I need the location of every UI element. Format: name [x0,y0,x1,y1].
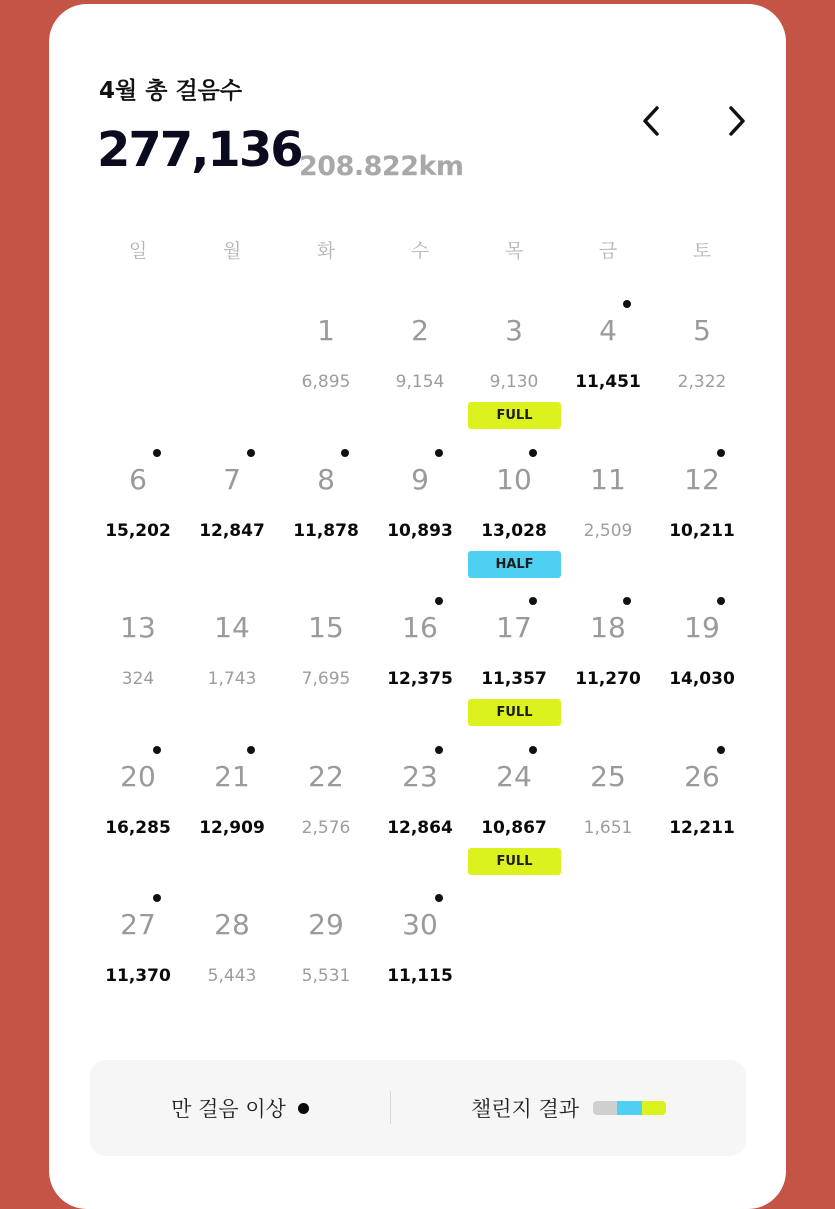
day-number: 15 [308,611,344,644]
day-number: 16 [402,611,438,644]
day-number: 2 [411,314,429,347]
weekday-fri: 금 [598,240,618,262]
over-10k-dot-icon [717,746,725,754]
calendar-day[interactable] [279,746,373,895]
chevron-left-icon [640,104,662,138]
weekday-mon: 월 [222,240,242,262]
day-steps: 7,695 [301,669,351,689]
over-10k-dot-icon [153,746,161,754]
day-steps: 12,909 [199,817,265,838]
day-number: 21 [214,759,250,793]
day-number: 6 [129,462,147,496]
challenge-color-swatch [593,1101,666,1115]
over-10k-dot-icon [153,894,161,902]
day-steps: 10,211 [669,520,735,541]
weekday-thu: 목 [504,240,524,262]
legend [90,1060,746,1156]
day-number: 29 [308,908,344,941]
day-number: 4 [599,314,617,347]
challenge-badge: HALF [468,551,561,578]
weekday-header [91,236,749,266]
day-steps: 11,878 [293,520,359,541]
calendar-empty-cell [91,300,185,449]
day-steps: 16,285 [105,817,171,838]
day-number: 22 [308,759,344,793]
calendar-day[interactable] [467,300,561,449]
day-steps: 5,443 [207,966,257,986]
day-number: 18 [590,611,626,644]
day-number: 20 [120,759,156,793]
challenge-badge: FULL [468,699,561,726]
day-steps: 11,270 [575,669,641,689]
legend-over-10k-label: 만 걸음 이상 [171,1097,286,1121]
total-distance: 208.822km [299,151,464,182]
over-10k-dot-icon [717,449,725,457]
day-steps: 1,743 [207,669,257,689]
day-number: 26 [684,759,720,793]
calendar-day[interactable] [561,746,655,895]
previous-month-button[interactable] [631,101,671,141]
dot-icon [298,1103,309,1114]
chevron-right-icon [726,104,748,138]
over-10k-dot-icon [153,449,161,457]
day-number: 10 [496,462,532,496]
day-number: 25 [590,759,626,793]
over-10k-dot-icon [435,449,443,457]
day-steps: 11,115 [387,966,453,986]
day-number: 12 [684,462,720,496]
day-number: 5 [693,314,711,347]
over-10k-dot-icon [341,449,349,457]
weekday-sun: 일 [128,240,148,262]
day-steps: 11,357 [481,669,547,689]
calendar-day[interactable] [185,597,279,746]
day-number: 24 [496,759,532,793]
over-10k-dot-icon [247,449,255,457]
day-steps: 12,847 [199,520,265,541]
challenge-badge: FULL [468,848,561,875]
day-steps: 6,895 [301,372,351,392]
calendar-day[interactable] [279,597,373,746]
over-10k-dot-icon [435,597,443,605]
next-month-button[interactable] [717,101,757,141]
calendar-day[interactable] [467,746,561,895]
calendar-day[interactable] [373,746,467,895]
calendar-day[interactable] [185,746,279,895]
calendar-day[interactable] [91,449,185,598]
day-steps: 14,030 [669,669,735,689]
over-10k-dot-icon [623,597,631,605]
month-title: 4월 총 걸음수 [99,78,243,104]
day-steps: 10,893 [387,520,453,541]
calendar-day[interactable] [373,894,467,1043]
calendar-day[interactable] [185,449,279,598]
day-steps: 324 [121,669,155,689]
day-number: 1 [317,314,335,347]
calendar-day[interactable] [373,300,467,449]
legend-challenge-label: 챌린지 결과 [470,1097,580,1121]
weekday-sat: 토 [692,240,712,262]
day-steps: 2,576 [301,817,351,838]
calendar-day[interactable] [467,597,561,746]
calendar-day[interactable] [279,300,373,449]
calendar-day[interactable] [279,449,373,598]
day-steps: 1,651 [583,817,633,838]
calendar-day[interactable] [561,597,655,746]
calendar-day[interactable] [279,894,373,1043]
over-10k-dot-icon [529,449,537,457]
day-number: 14 [214,611,250,644]
calendar-day[interactable] [373,597,467,746]
calendar-day[interactable] [655,597,749,746]
weekday-wed: 수 [410,240,430,262]
over-10k-dot-icon [623,300,631,308]
swatch-segment [593,1101,617,1115]
day-steps: 9,130 [489,372,539,392]
over-10k-dot-icon [247,746,255,754]
day-steps: 2,509 [583,520,633,541]
day-number: 7 [223,462,241,496]
day-steps: 12,375 [387,669,453,689]
day-number: 13 [120,611,156,644]
day-steps: 11,370 [105,966,171,986]
challenge-badge: FULL [468,402,561,429]
calendar-empty-cell [185,300,279,449]
swatch-segment [617,1101,641,1115]
calendar-grid [91,300,749,1043]
legend-challenge [391,1060,746,1156]
day-number: 8 [317,462,335,496]
calendar-day[interactable] [655,300,749,449]
day-number: 23 [402,759,438,793]
calendar-day[interactable] [561,300,655,449]
day-steps: 13,028 [481,520,547,541]
calendar-day[interactable] [91,597,185,746]
day-number: 17 [496,611,532,644]
calendar-day[interactable] [185,894,279,1043]
calendar-day[interactable] [91,894,185,1043]
day-steps: 15,202 [105,520,171,541]
calendar-day[interactable] [91,746,185,895]
total-steps: 277,136 [97,122,302,178]
day-steps: 12,211 [669,817,735,838]
day-number: 9 [411,462,429,496]
day-steps: 9,154 [395,372,445,392]
over-10k-dot-icon [717,597,725,605]
over-10k-dot-icon [529,597,537,605]
legend-over-10k [90,1060,390,1156]
over-10k-dot-icon [435,746,443,754]
monthly-steps-card [49,4,786,1209]
day-steps: 11,451 [575,372,641,392]
day-number: 19 [684,611,720,644]
swatch-segment [642,1101,666,1115]
day-number: 27 [120,908,156,941]
day-steps: 10,867 [481,817,547,838]
day-number: 30 [402,908,438,941]
calendar-day[interactable] [655,746,749,895]
over-10k-dot-icon [435,894,443,902]
day-steps: 2,322 [677,372,727,392]
day-steps: 5,531 [301,966,351,986]
calendar-day[interactable] [467,449,561,598]
day-number: 28 [214,908,250,941]
calendar-day[interactable] [373,449,467,598]
calendar-day[interactable] [655,449,749,598]
day-steps: 12,864 [387,817,453,838]
over-10k-dot-icon [529,746,537,754]
calendar-day[interactable] [561,449,655,598]
weekday-tue: 화 [316,240,336,262]
day-number: 3 [505,314,523,347]
day-number: 11 [590,462,626,496]
